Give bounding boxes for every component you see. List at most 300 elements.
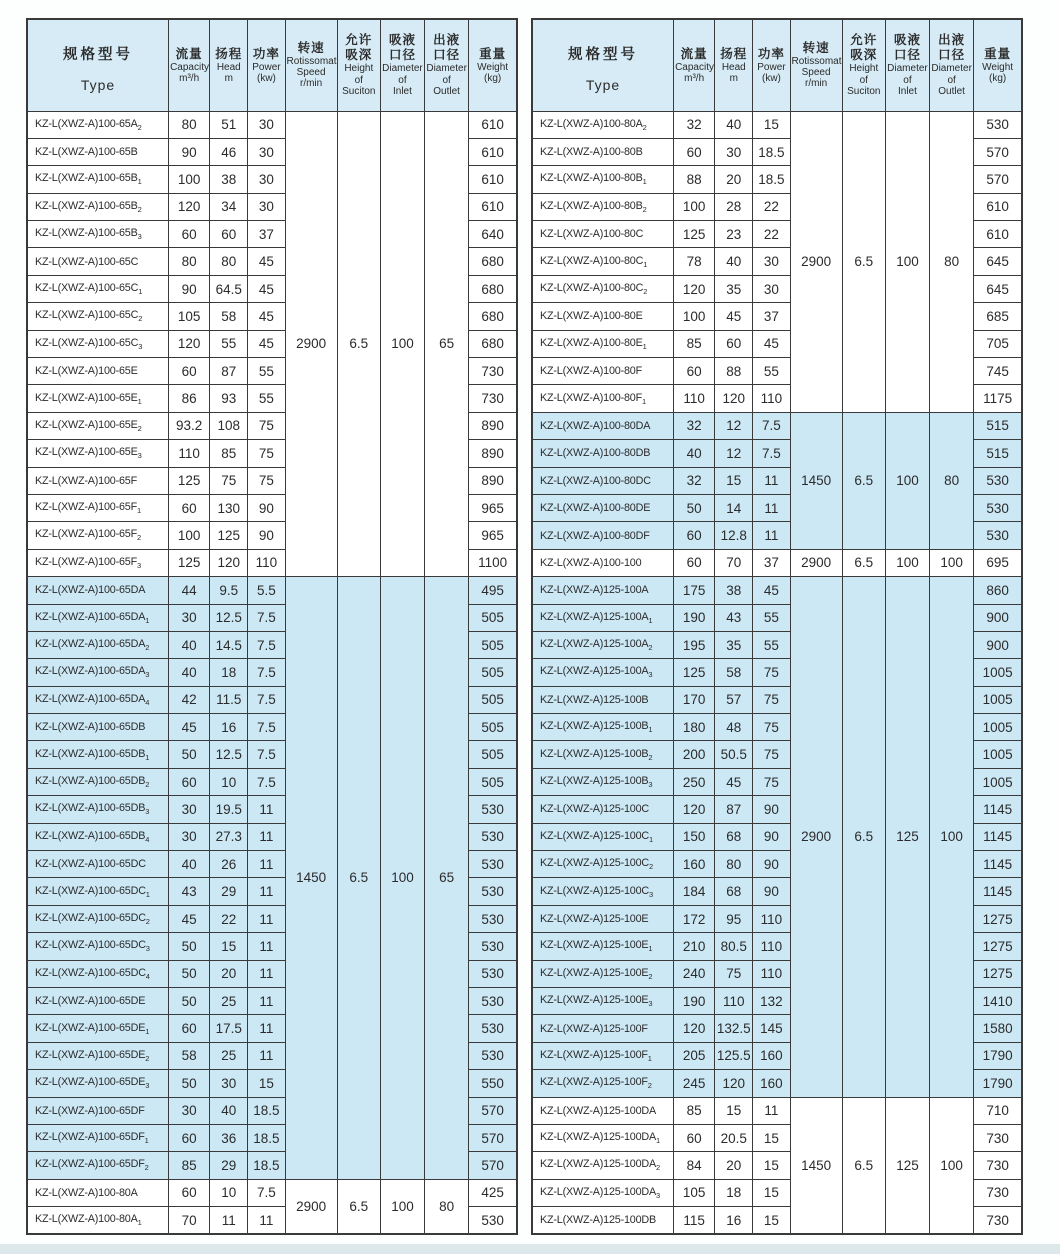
table-row (532, 1097, 1022, 1124)
head-cell: 75 (210, 467, 248, 494)
capacity-cell: 120 (674, 796, 715, 823)
capacity-cell: 190 (674, 988, 715, 1015)
head-cell: 25 (210, 988, 248, 1015)
head-cell: 120 (210, 549, 248, 576)
power-cell: 110 (753, 385, 790, 412)
power-cell: 11 (248, 878, 285, 905)
inlet-diameter-cell: 125 (885, 577, 929, 1097)
weight-cell: 965 (469, 522, 517, 549)
power-cell: 7.5 (248, 768, 285, 795)
weight-cell: 680 (469, 275, 517, 302)
capacity-cell: 32 (674, 111, 715, 138)
power-cell: 15 (753, 1207, 790, 1234)
col-header-head (715, 19, 753, 111)
type-cell: $KZ-L(XWZ-A)100-80B_1$ (532, 166, 674, 193)
power-cell: 160 (753, 1070, 790, 1097)
speed-cell: 1450 (285, 577, 337, 1180)
power-cell: 45 (248, 275, 285, 302)
head-cell: 55 (210, 330, 248, 357)
col-header-power (753, 19, 790, 111)
header-zh-line: 重量 (984, 46, 1012, 61)
power-cell: 30 (753, 248, 790, 275)
power-cell: 75 (248, 412, 285, 439)
weight-cell: 610 (974, 221, 1022, 248)
weight-cell: 900 (974, 631, 1022, 658)
weight-cell: 530 (469, 1015, 517, 1042)
weight-cell: 505 (469, 686, 517, 713)
col-header-speed (285, 19, 337, 111)
type-cell: $KZ-L(XWZ-A)125-100A_1$ (532, 604, 674, 631)
head-cell: 48 (715, 714, 753, 741)
weight-cell: 530 (469, 796, 517, 823)
weight-cell: 695 (974, 549, 1022, 576)
capacity-cell: 60 (169, 358, 210, 385)
capacity-cell: 40 (169, 659, 210, 686)
capacity-cell: 90 (169, 275, 210, 302)
type-cell: $KZ-L(XWZ-A)125-100E_1$ (532, 933, 674, 960)
type-cell: $KZ-L(XWZ-A)100-65DB_2$ (27, 768, 169, 795)
header-en-line: Weight (982, 61, 1014, 73)
weight-cell: 1790 (974, 1070, 1022, 1097)
header-en-line: Capacity (170, 61, 209, 73)
header-en-line: Type (80, 77, 116, 94)
type-cell: $KZ-L(XWZ-A)125-100DA_3$ (532, 1179, 674, 1206)
speed-cell: 2900 (285, 1179, 337, 1234)
power-cell: 45 (248, 303, 285, 330)
power-cell: 11 (248, 796, 285, 823)
header-zh-line: 吸液 (388, 33, 416, 48)
capacity-cell: 170 (674, 686, 715, 713)
weight-cell: 505 (469, 659, 517, 686)
capacity-cell: 85 (674, 1097, 715, 1124)
power-cell: 7.5 (248, 714, 285, 741)
type-cell: $KZ-L(XWZ-A)100-65B_3$ (27, 221, 169, 248)
power-cell: 45 (248, 330, 285, 357)
col-header-power (248, 19, 285, 111)
power-cell: 7.5 (248, 604, 285, 631)
power-cell: 55 (248, 385, 285, 412)
head-cell: 64.5 (210, 275, 248, 302)
head-cell: 57 (715, 686, 753, 713)
capacity-cell: 160 (674, 851, 715, 878)
weight-cell: 570 (974, 166, 1022, 193)
head-cell: 120 (715, 1070, 753, 1097)
power-cell: 30 (248, 138, 285, 165)
header-en-line: Type (585, 77, 621, 94)
header-en-line: Weight (477, 61, 509, 73)
col-header-head (210, 19, 248, 111)
power-cell: 18.5 (248, 1152, 285, 1179)
type-subscript: 3 (137, 451, 142, 461)
header-en-line: Head (216, 61, 241, 73)
type-cell: $KZ-L(XWZ-A)100-65C_1$ (27, 275, 169, 302)
type-cell: KZ-L(XWZ-A)100-80F (532, 358, 674, 385)
type-cell: KZ-L(XWZ-A)100-100 (532, 549, 674, 576)
capacity-cell: 90 (169, 138, 210, 165)
head-cell: 108 (210, 412, 248, 439)
type-subscript: 2 (642, 122, 647, 132)
power-cell: 15 (753, 1179, 790, 1206)
weight-cell: 530 (469, 878, 517, 905)
head-cell: 58 (210, 303, 248, 330)
power-cell: 7.5 (753, 440, 790, 467)
table-row (532, 412, 1022, 439)
type-cell: $KZ-L(XWZ-A)100-65A_2$ (27, 111, 169, 138)
type-subscript: 2 (145, 780, 150, 790)
head-cell: 45 (715, 768, 753, 795)
head-cell: 16 (210, 714, 248, 741)
power-cell: 11 (248, 960, 285, 987)
head-cell: 80 (210, 248, 248, 275)
power-cell: 75 (753, 659, 790, 686)
table-row (27, 577, 517, 604)
power-cell: 55 (248, 358, 285, 385)
power-cell: 22 (753, 221, 790, 248)
power-cell: 30 (248, 166, 285, 193)
header-zh-line: 口径 (433, 48, 461, 63)
head-cell: 10 (210, 1179, 248, 1206)
speed-cell: 1450 (790, 1097, 842, 1234)
type-subscript: 1 (643, 259, 648, 269)
head-cell: 11.5 (210, 686, 248, 713)
weight-cell: 505 (469, 741, 517, 768)
type-cell: $KZ-L(XWZ-A)125-100E_3$ (532, 988, 674, 1015)
type-subscript: 1 (642, 396, 646, 406)
weight-cell: 730 (974, 1124, 1022, 1151)
head-cell: 18 (715, 1179, 753, 1206)
weight-cell: 530 (469, 1042, 517, 1069)
power-cell: 18.5 (248, 1097, 285, 1124)
type-cell: $KZ-L(XWZ-A)100-65F_2$ (27, 522, 169, 549)
header-zh-line: 转速 (297, 40, 325, 55)
type-cell: $KZ-L(XWZ-A)100-65C_2$ (27, 303, 169, 330)
header-en-line: m³/h (179, 72, 200, 84)
power-cell: 15 (753, 1124, 790, 1151)
capacity-cell: 45 (169, 905, 210, 932)
type-cell: $KZ-L(XWZ-A)100-65DC_4$ (27, 960, 169, 987)
type-subscript: 3 (145, 807, 150, 817)
capacity-cell: 45 (169, 714, 210, 741)
capacity-cell: 50 (674, 494, 715, 521)
type-cell: KZ-L(XWZ-A)100-65DB (27, 714, 169, 741)
weight-cell: 505 (469, 714, 517, 741)
power-cell: 22 (753, 193, 790, 220)
speed-cell: 2900 (285, 111, 337, 577)
head-cell: 30 (210, 1070, 248, 1097)
weight-cell: 1275 (974, 933, 1022, 960)
type-cell: $KZ-L(XWZ-A)100-80B_2$ (532, 193, 674, 220)
header-en-line: (kg) (483, 72, 502, 84)
weight-cell: 730 (974, 1152, 1022, 1179)
capacity-cell: 125 (169, 549, 210, 576)
capacity-cell: 105 (674, 1179, 715, 1206)
head-cell: 95 (715, 905, 753, 932)
type-cell: KZ-L(XWZ-A)125-100F (532, 1015, 674, 1042)
type-subscript: 2 (643, 287, 648, 297)
type-cell: $KZ-L(XWZ-A)100-65DA_4$ (27, 686, 169, 713)
weight-cell: 745 (974, 358, 1022, 385)
type-subscript: 1 (642, 177, 647, 187)
power-cell: 11 (248, 933, 285, 960)
capacity-cell: 84 (674, 1152, 715, 1179)
weight-cell: 685 (974, 303, 1022, 330)
type-subscript: 4 (145, 971, 150, 981)
capacity-cell: 40 (169, 631, 210, 658)
weight-cell: 705 (974, 330, 1022, 357)
header-en-line: of (859, 74, 868, 86)
capacity-cell: 50 (169, 933, 210, 960)
header-en-line: Rotissomat (791, 55, 842, 67)
type-subscript: 3 (648, 670, 653, 680)
type-subscript: 1 (647, 1054, 652, 1064)
weight-cell: 1100 (469, 549, 517, 576)
head-cell: 60 (210, 221, 248, 248)
pump-spec-table-left (26, 18, 518, 1235)
power-cell: 30 (248, 111, 285, 138)
head-cell: 15 (715, 1097, 753, 1124)
head-cell: 130 (210, 494, 248, 521)
header-en-line: of (442, 74, 451, 86)
capacity-cell: 43 (169, 878, 210, 905)
power-cell: 11 (248, 1207, 285, 1234)
col-header-weight (469, 19, 517, 111)
head-cell: 40 (715, 248, 753, 275)
type-subscript: 1 (656, 1136, 660, 1146)
capacity-cell: 32 (674, 412, 715, 439)
head-cell: 20 (715, 1152, 753, 1179)
weight-cell: 860 (974, 577, 1022, 604)
weight-cell: 965 (469, 494, 517, 521)
col-header-suction (337, 19, 380, 111)
type-subscript: 1 (145, 1026, 150, 1036)
type-cell: KZ-L(XWZ-A)100-65B (27, 138, 169, 165)
capacity-cell: 125 (674, 659, 715, 686)
type-cell: $KZ-L(XWZ-A)125-100DA_2$ (532, 1152, 674, 1179)
type-subscript: 3 (145, 670, 150, 680)
type-subscript: 2 (138, 314, 143, 324)
header-zh-line: 允许 (850, 33, 878, 48)
head-cell: 51 (210, 111, 248, 138)
col-header-type (27, 19, 169, 111)
power-cell: 18.5 (753, 166, 790, 193)
type-subscript: 2 (642, 204, 647, 214)
header-en-line: m³/h (684, 72, 705, 84)
weight-cell: 515 (974, 440, 1022, 467)
weight-cell: 570 (469, 1097, 517, 1124)
header-en-line: (kw) (256, 72, 276, 84)
capacity-cell: 125 (169, 467, 210, 494)
type-cell: $KZ-L(XWZ-A)125-100B_1$ (532, 714, 674, 741)
power-cell: 30 (248, 193, 285, 220)
power-cell: 15 (753, 111, 790, 138)
weight-cell: 530 (469, 988, 517, 1015)
type-cell: $KZ-L(XWZ-A)100-80C_1$ (532, 248, 674, 275)
weight-cell: 890 (469, 440, 517, 467)
col-header-outlet (930, 19, 974, 111)
type-cell: KZ-L(XWZ-A)125-100DA (532, 1097, 674, 1124)
weight-cell: 495 (469, 577, 517, 604)
type-cell: $KZ-L(XWZ-A)125-100B_3$ (532, 768, 674, 795)
weight-cell: 1580 (974, 1015, 1022, 1042)
col-header-suction (842, 19, 885, 111)
capacity-cell: 80 (169, 248, 210, 275)
power-cell: 7.5 (248, 659, 285, 686)
col-header-capacity (674, 19, 715, 111)
head-cell: 132.5 (715, 1015, 753, 1042)
col-header-capacity (169, 19, 210, 111)
type-subscript: 3 (138, 341, 143, 351)
col-header-speed (790, 19, 842, 111)
capacity-cell: 60 (169, 1124, 210, 1151)
power-cell: 15 (753, 1152, 790, 1179)
weight-cell: 530 (974, 522, 1022, 549)
weight-cell: 1145 (974, 851, 1022, 878)
header-en-line: Inlet (393, 85, 412, 97)
power-cell: 75 (248, 467, 285, 494)
capacity-cell: 30 (169, 823, 210, 850)
head-cell: 12 (715, 412, 753, 439)
type-subscript: 2 (648, 752, 653, 762)
type-subscript: 2 (648, 971, 653, 981)
capacity-cell: 175 (674, 577, 715, 604)
head-cell: 25 (210, 1042, 248, 1069)
type-cell: KZ-L(XWZ-A)100-80DF (532, 522, 674, 549)
type-cell: KZ-L(XWZ-A)100-80B (532, 138, 674, 165)
header-en-line: Diameter (931, 63, 972, 75)
capacity-cell: 86 (169, 385, 210, 412)
type-cell: $KZ-L(XWZ-A)100-65DE_3$ (27, 1070, 169, 1097)
type-subscript: 3 (145, 944, 150, 954)
weight-cell: 505 (469, 631, 517, 658)
type-cell: KZ-L(XWZ-A)125-100C (532, 796, 674, 823)
capacity-cell: 100 (674, 193, 715, 220)
type-subscript: 2 (144, 1163, 149, 1173)
power-cell: 11 (248, 988, 285, 1015)
type-cell: $KZ-L(XWZ-A)100-65DB_4$ (27, 823, 169, 850)
header-zh-line: 吸深 (345, 48, 373, 63)
weight-cell: 530 (469, 905, 517, 932)
power-cell: 11 (753, 467, 790, 494)
weight-cell: 505 (469, 768, 517, 795)
capacity-cell: 240 (674, 960, 715, 987)
table-row (27, 111, 517, 138)
weight-cell: 530 (469, 933, 517, 960)
type-subscript: 4 (145, 834, 150, 844)
header-zh-line: 出液 (433, 33, 461, 48)
capacity-cell: 60 (169, 221, 210, 248)
type-cell: KZ-L(XWZ-A)100-80DC (532, 467, 674, 494)
type-subscript: 1 (137, 177, 142, 187)
head-cell: 20 (715, 166, 753, 193)
weight-cell: 570 (974, 138, 1022, 165)
type-cell: KZ-L(XWZ-A)100-80A (27, 1179, 169, 1206)
weight-cell: 425 (469, 1179, 517, 1206)
header-en-line: r/min (299, 78, 323, 90)
capacity-cell: 100 (169, 166, 210, 193)
head-cell: 18 (210, 659, 248, 686)
header-en-line: Capacity (675, 61, 714, 73)
capacity-cell: 184 (674, 878, 715, 905)
header-en-line: Power (252, 61, 281, 73)
capacity-cell: 30 (169, 1097, 210, 1124)
header-zh-line: 出液 (938, 33, 966, 48)
head-cell: 20 (210, 960, 248, 987)
inlet-diameter-cell: 100 (885, 412, 929, 549)
type-cell: KZ-L(XWZ-A)125-100B (532, 686, 674, 713)
type-subscript: 2 (137, 424, 142, 434)
header-zh-line: 功率 (252, 46, 280, 61)
header-zh-line: 吸深 (850, 48, 878, 63)
head-cell: 14 (715, 494, 753, 521)
header-en-line: m (224, 72, 233, 84)
head-cell: 40 (210, 1097, 248, 1124)
head-cell: 88 (715, 358, 753, 385)
capacity-cell: 50 (169, 1070, 210, 1097)
weight-cell: 1145 (974, 878, 1022, 905)
head-cell: 28 (715, 193, 753, 220)
capacity-cell: 195 (674, 631, 715, 658)
capacity-cell: 50 (169, 988, 210, 1015)
weight-cell: 680 (469, 330, 517, 357)
head-cell: 34 (210, 193, 248, 220)
weight-cell: 530 (469, 851, 517, 878)
weight-cell: 710 (974, 1097, 1022, 1124)
power-cell: 11 (248, 1015, 285, 1042)
capacity-cell: 78 (674, 248, 715, 275)
header-zh-line: 口径 (893, 48, 921, 63)
type-subscript: 4 (145, 697, 150, 707)
type-cell: $KZ-L(XWZ-A)125-100B_2$ (532, 741, 674, 768)
power-cell: 55 (753, 358, 790, 385)
table-row (27, 1179, 517, 1206)
weight-cell: 530 (974, 111, 1022, 138)
power-cell: 11 (753, 1097, 790, 1124)
type-cell: $KZ-L(XWZ-A)100-65DC_3$ (27, 933, 169, 960)
type-cell: $KZ-L(XWZ-A)125-100E_2$ (532, 960, 674, 987)
header-en-line: Head (721, 61, 746, 73)
suction-height-cell: 6.5 (337, 111, 380, 577)
type-cell: $KZ-L(XWZ-A)125-100F_2$ (532, 1070, 674, 1097)
capacity-cell: 80 (169, 111, 210, 138)
weight-cell: 1005 (974, 768, 1022, 795)
capacity-cell: 190 (674, 604, 715, 631)
col-header-outlet (425, 19, 469, 111)
power-cell: 30 (753, 275, 790, 302)
weight-cell: 1410 (974, 988, 1022, 1015)
head-cell: 9.5 (210, 577, 248, 604)
head-cell: 87 (715, 796, 753, 823)
table-row (532, 577, 1022, 604)
header-zh-line: 重量 (479, 46, 507, 61)
power-cell: 15 (248, 1070, 285, 1097)
weight-cell: 730 (469, 358, 517, 385)
capacity-cell: 40 (169, 851, 210, 878)
power-cell: 7.5 (248, 686, 285, 713)
type-cell: $KZ-L(XWZ-A)100-65B_1$ (27, 166, 169, 193)
type-subscript: 3 (137, 561, 141, 571)
capacity-cell: 58 (169, 1042, 210, 1069)
outlet-diameter-cell: 100 (930, 1097, 974, 1234)
type-subscript: 1 (648, 725, 653, 735)
speed-cell: 2900 (790, 577, 842, 1097)
power-cell: 75 (248, 440, 285, 467)
capacity-cell: 85 (169, 1152, 210, 1179)
capacity-cell: 120 (169, 330, 210, 357)
weight-cell: 515 (974, 412, 1022, 439)
type-subscript: 2 (137, 204, 142, 214)
inlet-diameter-cell: 100 (380, 1179, 424, 1234)
weight-cell: 890 (469, 467, 517, 494)
